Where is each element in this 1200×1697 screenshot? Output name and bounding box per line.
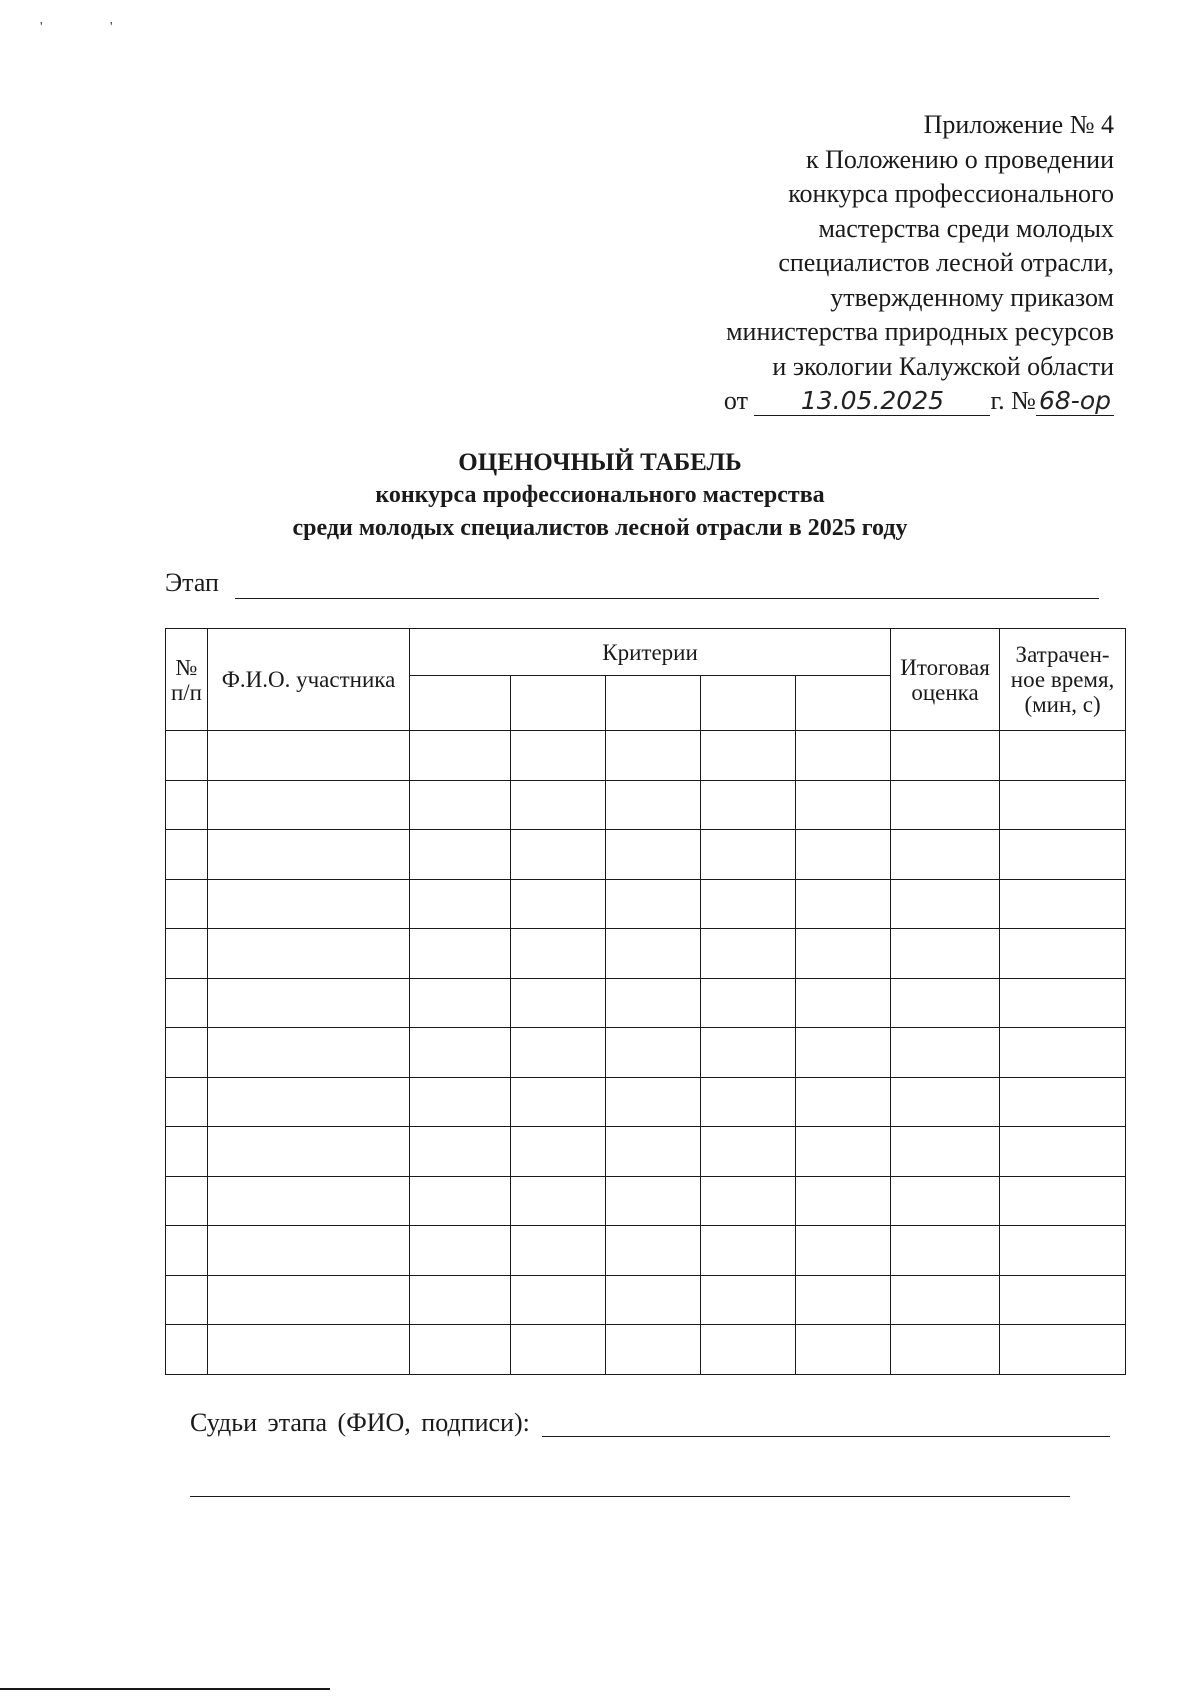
table-cell[interactable] [606, 1028, 701, 1078]
title-subtitle: конкурса профессионального мастерства [375, 482, 825, 508]
table-cell[interactable] [1000, 1077, 1126, 1127]
table-cell[interactable] [208, 830, 410, 880]
table-cell[interactable] [166, 731, 208, 781]
table-cell[interactable] [1000, 780, 1126, 830]
criterion-header-cell [796, 676, 891, 731]
table-cell[interactable] [166, 1028, 208, 1078]
table-cell[interactable] [410, 1176, 511, 1226]
table-row [166, 1275, 1126, 1325]
table-cell[interactable] [166, 780, 208, 830]
table-cell[interactable] [410, 1325, 511, 1375]
table-cell[interactable] [410, 1127, 511, 1177]
table-cell[interactable] [891, 1226, 1000, 1276]
stage-label: Этап [165, 568, 219, 597]
table-cell[interactable] [511, 1127, 606, 1177]
table-cell[interactable] [796, 929, 891, 979]
appendix-line: министерства природных ресурсов [726, 317, 1114, 346]
appendix-line: специалистов лесной отрасли, [778, 248, 1114, 277]
table-cell[interactable] [796, 1176, 891, 1226]
table-cell[interactable] [701, 830, 796, 880]
table-cell[interactable] [166, 1176, 208, 1226]
table-cell[interactable] [208, 1077, 410, 1127]
document-title [0, 446, 1200, 545]
table-cell[interactable] [606, 830, 701, 880]
table-cell[interactable] [511, 978, 606, 1028]
table-cell[interactable] [208, 1275, 410, 1325]
table-cell[interactable] [701, 1176, 796, 1226]
title-subtitle-2: среди молодых специалистов лесной отрасли в 2025 году [292, 515, 908, 541]
table-cell[interactable] [891, 1127, 1000, 1177]
table-cell[interactable] [410, 879, 511, 929]
appendix-line: утвержденному приказом [830, 282, 1114, 312]
table-cell[interactable] [891, 1077, 1000, 1127]
table-cell[interactable] [606, 1226, 701, 1276]
table-body [166, 731, 1126, 1375]
footer-rule [0, 1688, 330, 1690]
table-cell[interactable] [796, 1325, 891, 1375]
table-cell[interactable] [701, 978, 796, 1028]
table-cell[interactable] [208, 780, 410, 830]
table-row [166, 1226, 1126, 1276]
table-cell[interactable] [511, 731, 606, 781]
table-cell[interactable] [208, 1226, 410, 1276]
table-cell[interactable] [208, 1028, 410, 1078]
table-cell[interactable] [891, 1176, 1000, 1226]
table-cell[interactable] [410, 1275, 511, 1325]
header-criteria: Критерии [410, 629, 891, 676]
criterion-header-cell [606, 676, 701, 731]
table-cell[interactable] [410, 978, 511, 1028]
table-row [166, 830, 1126, 880]
judges-input-line-2[interactable] [190, 1496, 1070, 1497]
table-cell[interactable] [410, 830, 511, 880]
table-cell[interactable] [166, 879, 208, 929]
table-cell[interactable] [701, 780, 796, 830]
criterion-header-cell [701, 676, 796, 731]
table-cell[interactable] [891, 830, 1000, 880]
table-cell[interactable] [208, 929, 410, 979]
appendix-line: Приложение № 4 [923, 110, 1114, 139]
table-row [166, 1028, 1126, 1078]
table-row [166, 731, 1126, 781]
table-cell[interactable] [796, 780, 891, 830]
table-row [166, 978, 1126, 1028]
table-cell[interactable] [796, 830, 891, 880]
table-cell[interactable] [166, 1226, 208, 1276]
table-cell[interactable] [511, 780, 606, 830]
table-row [166, 929, 1126, 979]
table-cell[interactable] [701, 731, 796, 781]
table-cell[interactable] [208, 1127, 410, 1177]
table-cell[interactable] [1000, 929, 1126, 979]
table-row [166, 1325, 1126, 1375]
table-row [166, 1077, 1126, 1127]
table-cell[interactable] [208, 879, 410, 929]
table-cell[interactable] [701, 1325, 796, 1375]
table-cell[interactable] [511, 1028, 606, 1078]
table-cell[interactable] [166, 1325, 208, 1375]
table-cell[interactable] [208, 1325, 410, 1375]
table-cell[interactable] [891, 1275, 1000, 1325]
table-row [166, 1176, 1126, 1226]
table-cell[interactable] [166, 830, 208, 880]
table-cell[interactable] [1000, 830, 1126, 880]
table-cell[interactable] [891, 1028, 1000, 1078]
criterion-header-cell [511, 676, 606, 731]
year-number-label: г. № [990, 386, 1036, 415]
table-cell[interactable] [1000, 1275, 1126, 1325]
table-cell[interactable] [606, 1275, 701, 1325]
table-cell[interactable] [410, 1028, 511, 1078]
table-cell[interactable] [701, 879, 796, 929]
table-cell[interactable] [701, 1127, 796, 1177]
appendix-line: мастерства среди молодых [818, 213, 1114, 243]
table-row [166, 1127, 1126, 1177]
table-cell[interactable] [511, 1077, 606, 1127]
table-cell[interactable] [796, 731, 891, 781]
table-cell[interactable] [606, 731, 701, 781]
table-cell[interactable] [606, 929, 701, 979]
table-cell[interactable] [1000, 1226, 1126, 1276]
table-cell[interactable] [796, 1127, 891, 1177]
score-table [165, 628, 1126, 1375]
table-cell[interactable] [796, 978, 891, 1028]
table-cell[interactable] [891, 780, 1000, 830]
table-cell[interactable] [891, 731, 1000, 781]
scan-mark: ' [40, 20, 43, 35]
table-cell[interactable] [606, 780, 701, 830]
header-name: Ф.И.О. участника [208, 629, 410, 731]
table-cell[interactable] [166, 1077, 208, 1127]
table-cell[interactable] [166, 929, 208, 979]
table-cell[interactable] [1000, 1176, 1126, 1226]
table-row [166, 879, 1126, 929]
judges-input-line[interactable] [542, 1436, 1110, 1437]
table-cell[interactable] [1000, 978, 1126, 1028]
title-main: ОЦЕНОЧНЫЙ ТАБЕЛЬ [458, 449, 742, 476]
judges-label: Судьи этапа (ФИО, подписи): [190, 1408, 530, 1437]
table-cell[interactable] [891, 879, 1000, 929]
table-cell[interactable] [891, 1325, 1000, 1375]
table-cell[interactable] [511, 1325, 606, 1375]
table-cell[interactable] [891, 978, 1000, 1028]
table-cell[interactable] [166, 978, 208, 1028]
order-date: 13.05.2025 [754, 387, 990, 416]
appendix-line: к Положению о проведении [805, 144, 1114, 174]
table-cell[interactable] [511, 830, 606, 880]
table-cell[interactable] [701, 1226, 796, 1276]
table-cell[interactable] [511, 879, 606, 929]
table-cell[interactable] [796, 1275, 891, 1325]
appendix-line: конкурса профессионального [788, 179, 1114, 208]
table-cell[interactable] [208, 1176, 410, 1226]
table-cell[interactable] [606, 1127, 701, 1177]
table-cell[interactable] [1000, 731, 1126, 781]
table-cell[interactable] [410, 1077, 511, 1127]
table-cell[interactable] [606, 1176, 701, 1226]
table-cell[interactable] [701, 1077, 796, 1127]
table-cell[interactable] [410, 1226, 511, 1276]
table-cell[interactable] [1000, 879, 1126, 929]
table-cell[interactable] [511, 1226, 606, 1276]
table-cell[interactable] [208, 731, 410, 781]
table-cell[interactable] [606, 978, 701, 1028]
table-cell[interactable] [166, 1275, 208, 1325]
appendix-block [554, 108, 1114, 419]
stage-input-line[interactable] [235, 598, 1099, 599]
table-cell[interactable] [701, 1028, 796, 1078]
table-cell[interactable] [166, 1127, 208, 1177]
header-time-spent: Затрачен-ное время, (мин, с) [1000, 629, 1126, 731]
table-cell[interactable] [796, 1028, 891, 1078]
from-label: от [723, 386, 748, 415]
order-date-line [554, 384, 1114, 419]
table-cell[interactable] [1000, 1325, 1126, 1375]
table-cell[interactable] [606, 1077, 701, 1127]
table-cell[interactable] [796, 1077, 891, 1127]
table-cell[interactable] [410, 780, 511, 830]
table-cell[interactable] [511, 1176, 606, 1226]
table-cell[interactable] [511, 1275, 606, 1325]
order-number: 68-ор [1036, 387, 1114, 416]
table-cell[interactable] [208, 978, 410, 1028]
table-cell[interactable] [410, 731, 511, 781]
criterion-header-cell [410, 676, 511, 731]
table-row [166, 780, 1126, 830]
table-cell[interactable] [1000, 1127, 1126, 1177]
table-cell[interactable] [1000, 1028, 1126, 1078]
table-cell[interactable] [701, 1275, 796, 1325]
table-cell[interactable] [511, 929, 606, 979]
table-cell[interactable] [796, 1226, 891, 1276]
table-cell[interactable] [606, 879, 701, 929]
appendix-line: и экологии Калужской области [772, 351, 1114, 381]
header-total-score: Итоговая оценка [891, 629, 1000, 731]
table-cell[interactable] [701, 929, 796, 979]
header-number: № п/п [166, 629, 208, 731]
table-cell[interactable] [891, 929, 1000, 979]
scan-mark: ' [110, 20, 113, 35]
table-cell[interactable] [410, 929, 511, 979]
table-cell[interactable] [606, 1325, 701, 1375]
table-cell[interactable] [796, 879, 891, 929]
